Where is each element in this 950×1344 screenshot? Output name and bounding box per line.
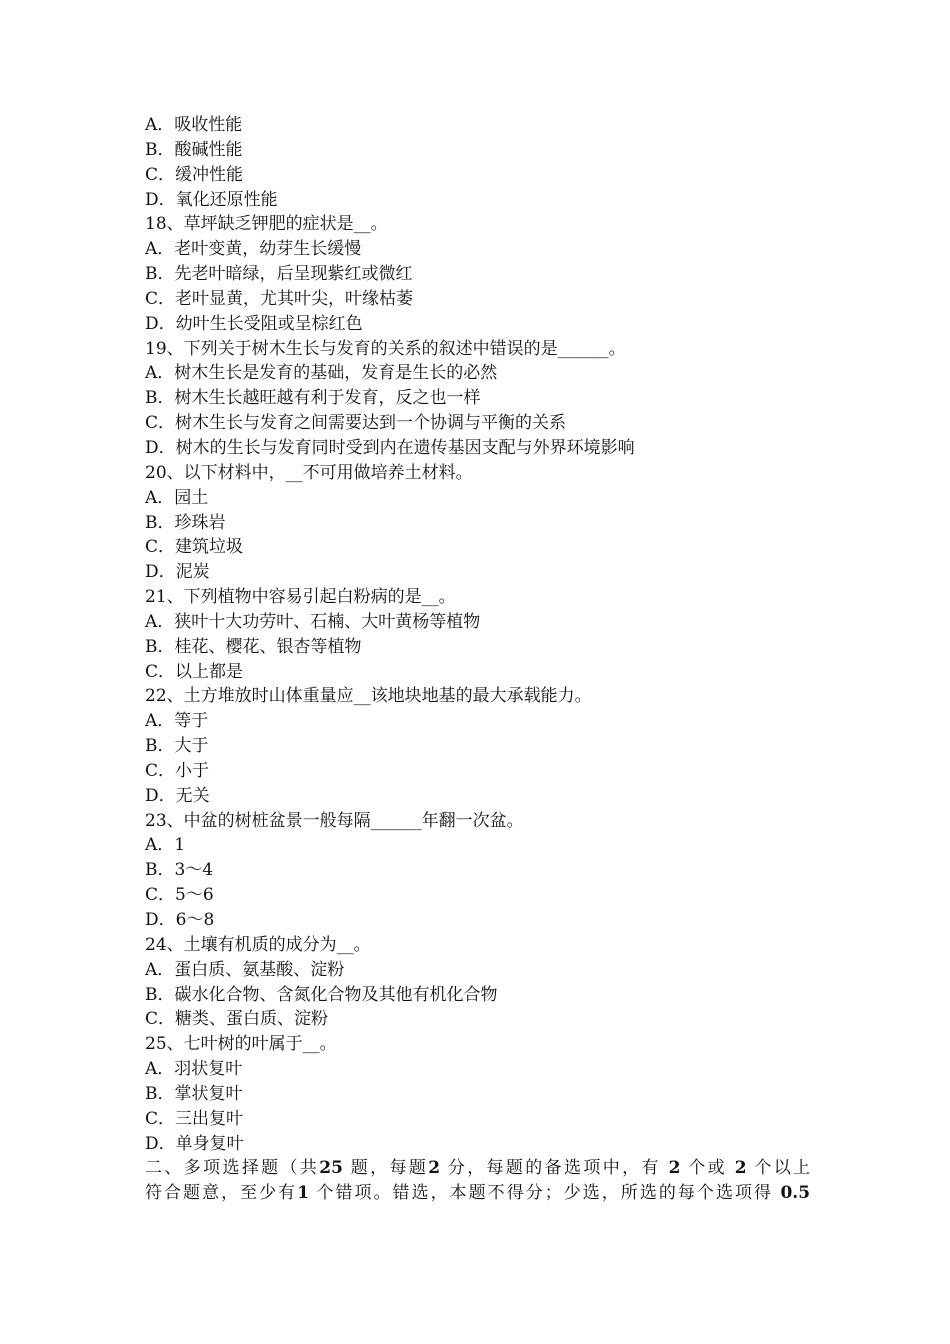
heading-text: 个错项。错选，本题不得分；少选，所选的每个选项得 [316,1183,774,1204]
answer-option: B．桂花、樱花、银杏等植物 [145,636,362,657]
question-list [145,113,810,1156]
answer-option: C．三出复叶 [145,1108,244,1129]
answer-option: C．5～6 [145,885,214,906]
option-count: 2 [668,1158,681,1179]
heading-text: 符合题意，至少有 [145,1183,298,1204]
answer-option: D．无关 [145,785,210,806]
answer-option: A．狭叶十大功劳叶、石楠、大叶黄杨等植物 [145,611,481,632]
document-page [145,113,810,1206]
heading-text: 分，每题的备选项中，有 [447,1158,661,1179]
wrong-option-count: 1 [297,1183,310,1204]
answer-option: C．以上都是 [145,661,244,682]
answer-option: C．树木生长与发育之间需要达到一个协调与平衡的关系 [145,413,567,434]
heading-text: 二、多项选择题（共 [145,1158,320,1179]
question-stem: 24、土壤有机质的成分为__。 [145,934,371,955]
answer-option: C．小于 [145,760,210,781]
section-heading-multiple-choice [145,1156,810,1206]
answer-option: C．糖类、蛋白质、淀粉 [145,1009,329,1030]
answer-option: A．树木生长是发育的基础，发育是生长的必然 [145,363,498,384]
question-stem: 23、中盆的树桩盆景一般每隔______年翻一次盆。 [145,810,524,831]
answer-option: A．园土 [145,487,209,508]
answer-option: D．树木的生长与发育同时受到内在遗传基因支配与外界环境影响 [145,437,635,458]
answer-option: D．幼叶生长受阻或呈棕红色 [145,313,363,334]
option-count: 2 [734,1158,747,1179]
answer-option: C．老叶显黄，尤其叶尖，叶缘枯萎 [145,288,414,309]
question-stem: 19、下列关于树木生长与发育的关系的叙述中错误的是______。 [145,338,626,359]
heading-text: 题，每题 [350,1158,429,1179]
answer-option: C．缓冲性能 [145,164,244,185]
answer-option: B．树木生长越旺越有利于发育，反之也一样 [145,388,481,409]
question-stem: 22、土方堆放时山体重量应__该地块地基的最大承载能力。 [145,686,592,707]
answer-option: A．1 [145,835,186,856]
answer-option: A．等于 [145,711,209,732]
answer-option: A．羽状复叶 [145,1059,243,1080]
answer-option: C．建筑垃圾 [145,537,244,558]
answer-option: B．掌状复叶 [145,1083,243,1104]
answer-option: B．大于 [145,736,209,757]
answer-option: B．酸碱性能 [145,139,243,160]
answer-option: B．珍珠岩 [145,512,226,533]
answer-option: D．单身复叶 [145,1133,244,1154]
heading-text: 个以上 [754,1158,811,1179]
partial-score: 0.5 [780,1183,811,1204]
answer-option: A．吸收性能 [145,115,243,135]
question-count: 25 [319,1158,343,1179]
answer-option: B．碳水化合物、含氮化合物及其他有机化合物 [145,984,498,1005]
answer-option: A．蛋白质、氨基酸、淀粉 [145,959,345,980]
heading-text: 个或 [688,1158,727,1179]
answer-option: D．氧化还原性能 [145,189,278,210]
answer-option: B．3～4 [145,860,214,881]
question-stem: 21、下列植物中容易引起白粉病的是__。 [145,587,456,608]
answer-option: B．先老叶暗绿，后呈现紫红或微红 [145,264,413,285]
points-per-question: 2 [428,1158,441,1179]
answer-option: D．泥炭 [145,562,210,583]
answer-option: A．老叶变黄，幼芽生长缓慢 [145,239,362,260]
question-stem: 25、七叶树的叶属于__。 [145,1034,337,1055]
question-stem: 20、以下材料中，__不可用做培养土材料。 [145,462,473,483]
answer-option: D．6～8 [145,910,215,930]
question-stem: 18、草坪缺乏钾肥的症状是__。 [145,214,388,235]
